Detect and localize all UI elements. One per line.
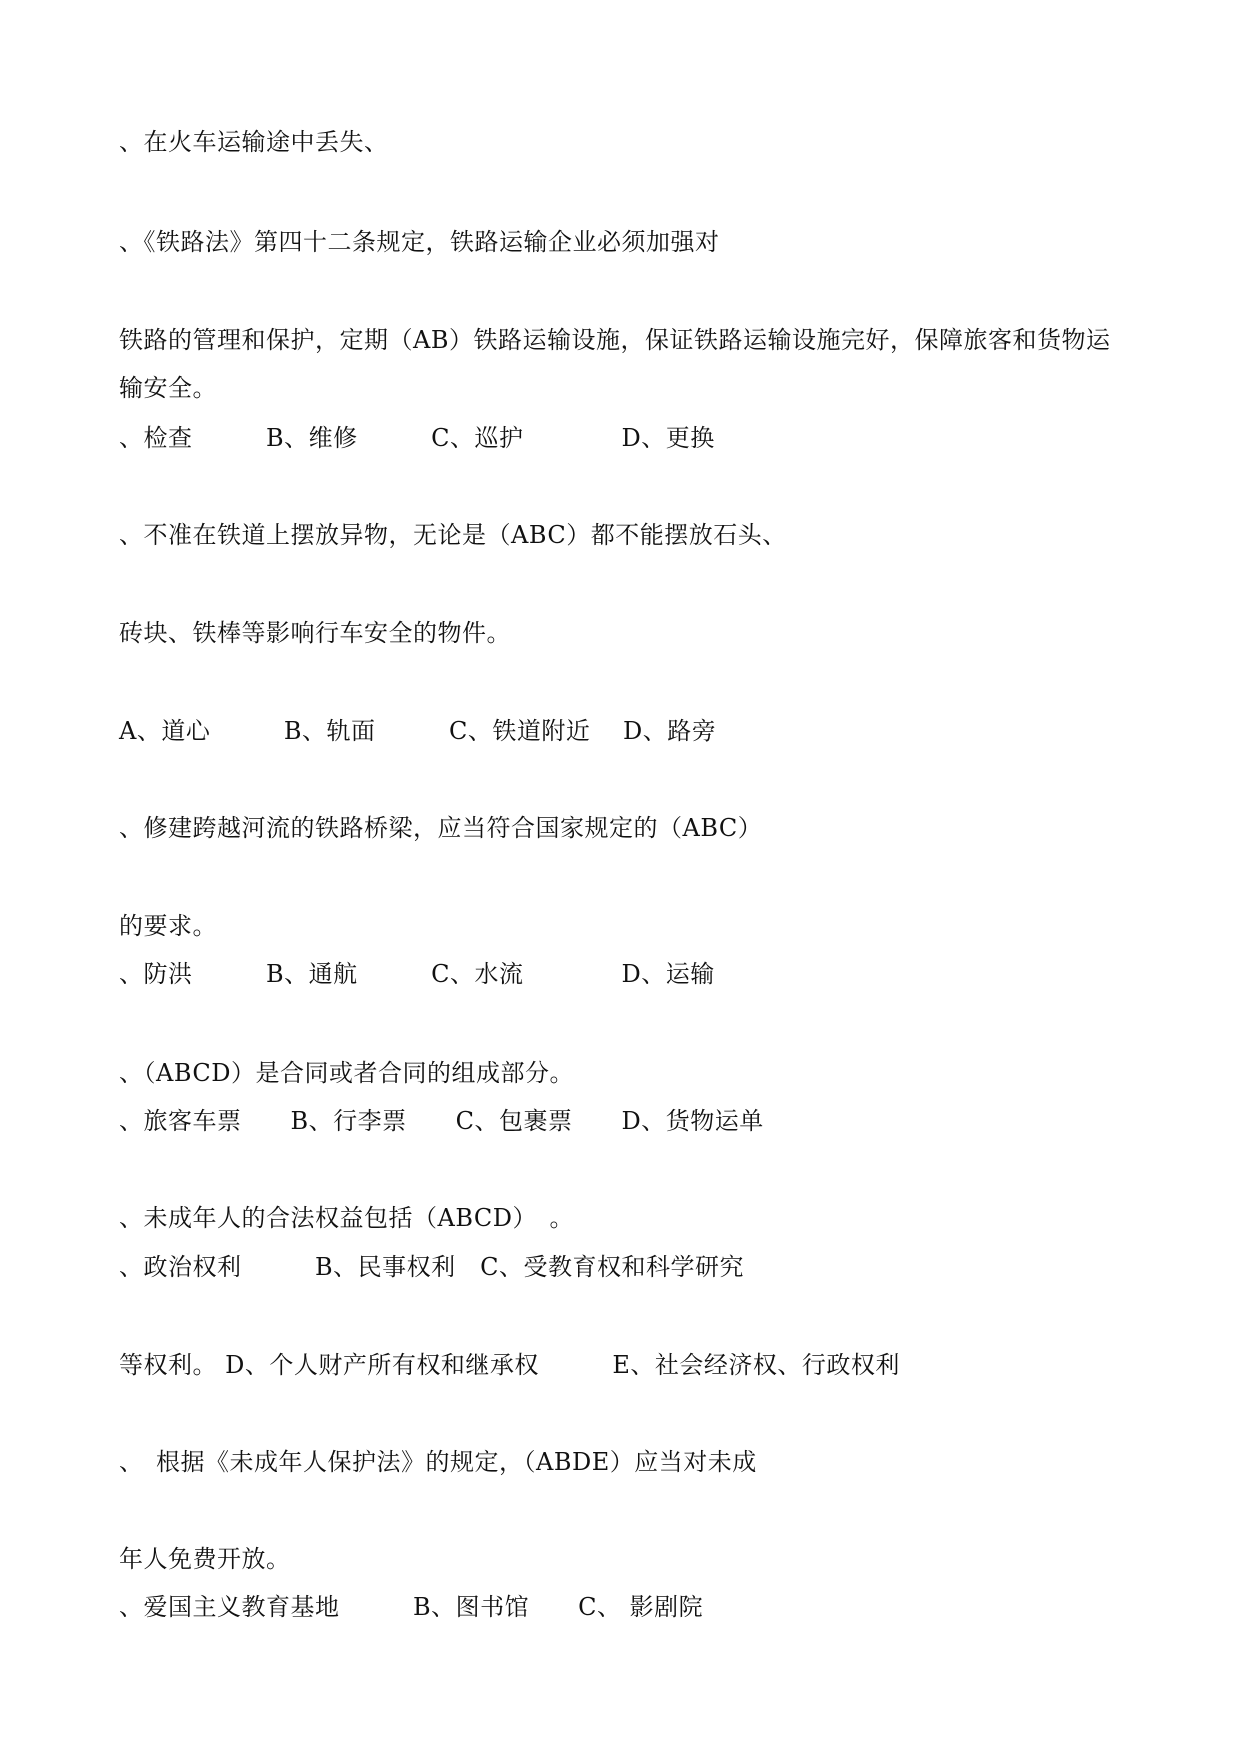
text-line-5: 、检查 B、维修 C、巡护 D、更换 (119, 424, 715, 452)
text-line-6: 、不准在铁道上摆放异物，无论是（ABC）都不能摆放石头、 (119, 521, 787, 549)
text-line-8: A、道心 B、轨面 C、铁道附近 D、路旁 (119, 717, 717, 745)
text-line-16: 等权利。 D、个人财产所有权和继承权 E、社会经济权、行政权利 (119, 1351, 900, 1379)
text-line-19: 、爱国主义教育基地 B、图书馆 C、 影剧院 (119, 1593, 704, 1621)
text-line-9: 、修建跨越河流的铁路桥梁，应当符合国家规定的（ABC） (119, 814, 763, 842)
text-line-13: 、旅客车票 B、行李票 C、包裹票 D、货物运单 (119, 1107, 764, 1135)
text-line-14: 、未成年人的合法权益包括（ABCD） 。 (119, 1204, 575, 1232)
text-line-4: 输安全。 (119, 374, 217, 402)
text-line-7: 砖块、铁棒等影响行车安全的物件。 (119, 619, 511, 647)
text-line-11: 、防洪 B、通航 C、水流 D、运输 (119, 960, 715, 988)
text-line-1: 、在火车运输途中丢失、 (119, 128, 389, 156)
text-line-3: 铁路的管理和保护，定期（AB）铁路运输设施，保证铁路运输设施完好，保障旅客和货物运 (119, 326, 1111, 354)
text-line-12: 、（ABCD）是合同或者合同的组成部分。 (119, 1059, 575, 1087)
text-line-2: 、《铁路法》第四十二条规定，铁路运输企业必须加强对 (119, 228, 720, 256)
text-line-17: 、 根据《未成年人保护法》的规定，（ABDE）应当对未成 (119, 1448, 757, 1476)
text-line-18: 年人免费开放。 (119, 1545, 291, 1573)
text-line-15: 、政治权利 B、民事权利 C、受教育权和科学研究 (119, 1253, 744, 1281)
text-line-10: 的要求。 (119, 912, 217, 940)
